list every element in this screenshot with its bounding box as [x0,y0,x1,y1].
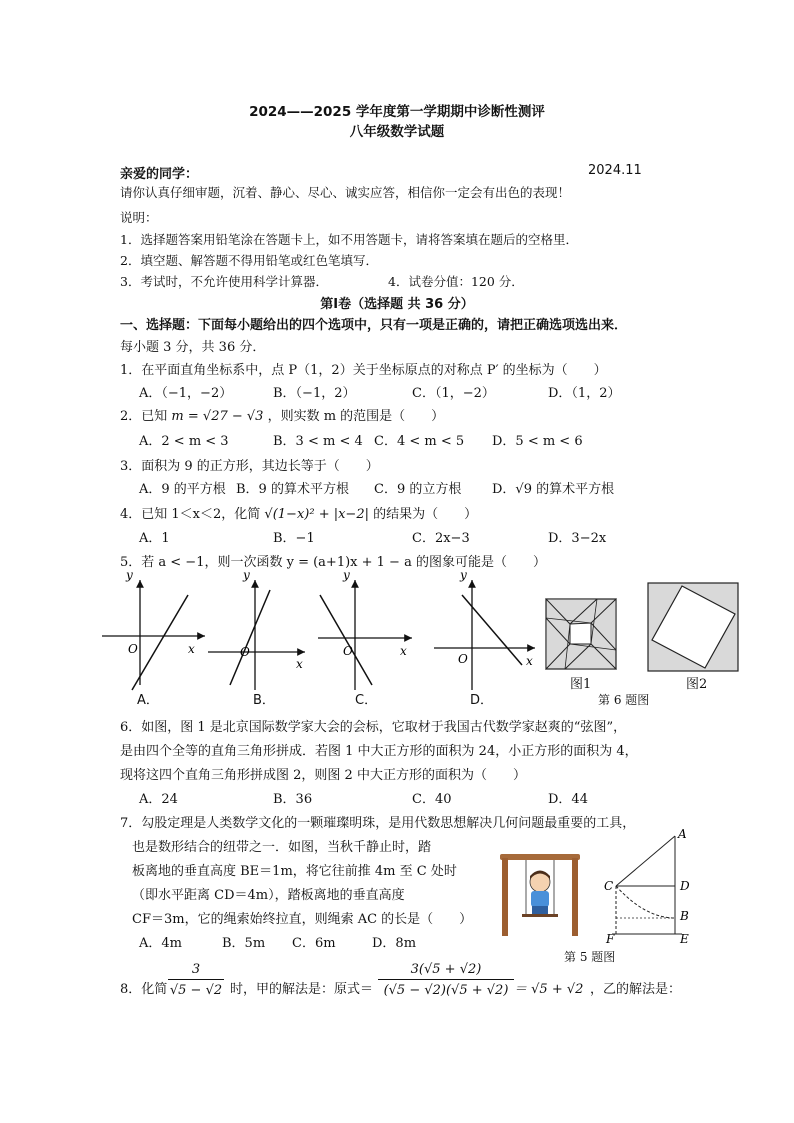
point-d-label: D [680,879,690,893]
q4-formula: √(1−x)² + |x−2| [264,507,369,522]
q6-option-a[interactable]: A．24 [139,792,178,807]
q4-stem-post: 的结果为（ ） [373,507,478,522]
point-e-label: E [680,932,689,946]
q8-long-numerator: 3(√5 + √2) [378,962,514,980]
q3-stem: 3．面积为 9 的正方形，其边长等于（ ） [120,459,379,474]
salutation: 亲爱的同学： [120,167,199,182]
q1-option-a[interactable]: A．（−1，−2） [139,386,233,401]
graph-a-y-label: y [126,568,133,582]
q4-option-b[interactable]: B．−1 [273,531,315,546]
q4-stem-pre: 4．已知 1＜x＜2，化简 [120,507,261,522]
q4-option-d[interactable]: D．3−2x [548,531,607,546]
q6-line-2: 是由四个全等的直角三角形拼成．若图 1 中大正方形的面积为 24，小正方形的面积为 4， [120,744,638,759]
q2-option-c[interactable]: C．4 < m < 5 [374,434,465,449]
graph-c-label: C． [355,693,378,708]
q6-option-c[interactable]: C．40 [412,792,452,807]
q2-stem-post: ，则实数 m 的范围是（ ） [267,409,445,424]
graph-d-origin: O [458,652,468,666]
graph-a[interactable] [102,568,205,690]
q2-stem-pre: 2．已知 [120,409,168,424]
q7-figure-caption: 第 5 题图 [564,950,616,964]
graph-d-y-label: y [460,568,467,582]
q7-line-3: 板离地的垂直高度 BE＝1m，将它往前推 4m 至 C 处时 [132,864,457,879]
q7-line-4: （即水平距离 CD＝4m），踏板离地的垂直高度 [132,888,405,903]
exam-title: 2024——2025 学年度第一学期期中诊断性测评 [249,104,545,120]
q7-option-d[interactable]: D．8m [372,936,417,951]
q8-stem-post: ，乙的解法是： [590,982,682,997]
section-heading: 一、选择题：下面每小题给出的四个选项中，只有一项是正确的，请把正确选项选出来． [120,318,628,333]
q3-option-c[interactable]: C．9 的立方根 [374,482,462,497]
fig1-label: 图1 [570,677,592,692]
q8-stem-pre: 8．化简 [120,982,168,997]
q2-option-a[interactable]: A．2 < m < 3 [139,434,229,449]
q1-option-b[interactable]: B．（−1，2） [273,386,356,401]
greeting-message: 请你认真仔细审题，沉着、静心、尽心、诚实应答，相信你一定会有出色的表现！ [120,185,571,200]
point-a-label: A [678,827,687,841]
q3-option-a[interactable]: A．9 的平方根 [139,482,226,497]
q8-fraction-denominator: √5 − √2 [169,983,223,998]
q5-stem: 5．若 a < −1，则一次函数 y = (a+1)x + 1 − a 的图象可能是（ ） [120,555,546,570]
q3-option-b[interactable]: B．9 的算术平方根 [236,482,349,497]
q1-stem: 1．在平面直角坐标系中，点 P（1，2）关于坐标原点的对称点 P′ 的坐标为（ ） [120,363,607,378]
q3-option-d[interactable]: D．√9 的算术平方根 [492,482,615,497]
graph-b-y-label: y [243,568,250,582]
graph-b-x-label: x [296,657,303,671]
q6-option-d[interactable]: D．44 [548,792,588,807]
q8-result: ＝ √5 + √2 [514,982,584,997]
graph-a-label: A． [137,693,159,708]
q7-option-b[interactable]: B．5m [222,936,266,951]
q7-option-a[interactable]: A．4m [139,936,182,951]
q1-option-d[interactable]: D．（1，2） [548,386,621,401]
exam-subtitle: 八年级数学试题 [349,124,445,140]
q8-mid-text: 时，甲的解法是：原式＝ [230,982,374,997]
q1-option-c[interactable]: C．（1，−2） [412,386,495,401]
instructions-heading: 说明： [120,210,158,225]
q2-stem [120,405,444,424]
graph-a-x-label: x [188,642,195,656]
q6-line-1: 6．如图，图 1 是北京国际数学家大会的会标，它取材于我国古代数学家赵爽的“弦图”， [120,720,627,735]
graph-d-x-label: x [526,654,533,668]
q4-option-a[interactable]: A．1 [139,531,170,546]
q2-option-d[interactable]: D．5 < m < 6 [492,434,583,449]
graph-b-origin: O [240,645,250,659]
q8-fraction [168,962,224,998]
q8-long-denominator: (√5 − √2)(√5 + √2) [383,983,509,998]
point-b-label: B [680,909,689,923]
graph-c-x-label: x [400,644,407,658]
graph-c-origin: O [343,644,353,658]
q4-option-c[interactable]: C．2x−3 [412,531,470,546]
q6-option-b[interactable]: B．36 [273,792,313,807]
instruction-4: 4．试卷分值：120 分． [388,274,524,289]
q5-graphs [100,565,540,705]
q2-option-b[interactable]: B．3 < m < 4 [273,434,363,449]
graph-c[interactable] [318,568,412,690]
q7-line-2: 也是数形结合的纽带之一．如图，当秋千静止时，踏 [132,840,432,855]
graph-b-label: B． [253,693,275,708]
instruction-1: 1．选择题答案用铅笔涂在答题卡上，如不用答题卡，请将答案填在题后的空格里． [120,232,578,247]
instruction-2: 2．填空题、解答题不得用铅笔或红色笔填写． [120,253,378,268]
q6-line-3: 现将这四个直角三角形拼成图 2，则图 2 中大正方形的面积为（ ） [120,768,526,783]
q8-fraction-numerator: 3 [168,962,224,980]
zhao-shuang-figure-1 [545,598,617,670]
q6-figure-caption: 第 6 题图 [598,693,650,707]
graph-d-label: D． [470,693,494,708]
zhao-shuang-figure-2 [647,582,739,672]
exam-date: 2024.11 [588,163,642,178]
graph-a-origin: O [128,642,138,656]
q8-long-fraction [378,962,514,998]
graph-c-y-label: y [343,568,350,582]
part1-title: 第Ⅰ卷（选择题 共 36 分） [320,297,474,312]
graph-d[interactable] [434,568,535,690]
instruction-3: 3．考试时，不允许使用科学计算器． [120,274,328,289]
q4-stem [120,503,477,522]
swing-geometry-diagram [600,826,700,946]
q7-line-1: 7．勾股定理是人类数学文化的一颗璀璨明珠，是用代数思想解决几何问题最重要的工具， [120,816,636,831]
q2-formula: m = √27 − √3 [171,409,264,424]
fig2-label: 图2 [686,677,708,692]
swing-illustration [494,848,586,938]
point-c-label: C [604,879,614,893]
section-note: 每小题 3 分，共 36 分． [120,340,266,355]
graph-b[interactable] [208,568,305,690]
q7-line-5: CF＝3m，它的绳索始终拉直，则绳索 AC 的长是（ ） [132,912,473,927]
point-f-label: F [606,932,615,946]
q7-option-c[interactable]: C．6m [292,936,336,951]
